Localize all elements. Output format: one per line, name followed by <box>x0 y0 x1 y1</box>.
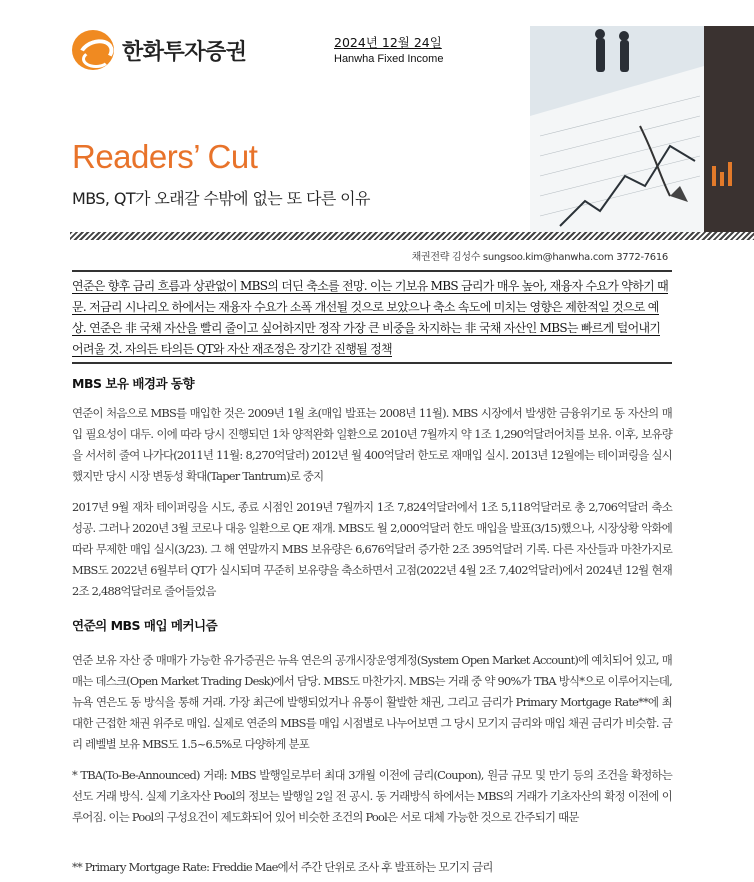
footnote: ** Primary Mortgage Rate: Freddie Mae에서 주간 단위로 조사 후 발표하는 모기지 금리 <box>72 860 493 874</box>
company-logo <box>72 30 247 70</box>
publication-name: Hanwha Fixed Income <box>334 53 444 65</box>
paragraph: 2017년 9월 재차 테이퍼링을 시도, 종료 시점인 2019년 7월까지 1조 7,824억달러에서 1조 5,118억달러로 총 2,706억달러 축소 성공. 그러나 2020년 3월 코로나 대응 일환으로 QE 재개. MBS도 월 2,000억달러 한도 매입을 발표(3/15)했으나, 시장상황 악화에 따라 무제한 매입 실시(3/23). 그 해 연말까지 MBS 보유량은 6,676억달러 증가한 2조 395억달러 기록. 다른 자산들과 마찬가지로 MBS도 2022년 6월부터 QT가 실시되며 꾸준히 보유량을 축소하면서 고점(2022년 4월 2조 7,402억달러)에서 2024년 12월 현재 2조 2,488억달러로 줄어들었음 <box>72 500 672 598</box>
summary-text: 연준은 향후 금리 흐름과 상관없이 MBS의 더딘 축소를 전망. 이는 기보유 MBS 금리가 매우 높아, 재융자 수요가 약하기 때문. 저금리 시나리오 하에서는 재융자 수요가 소폭 개선될 것으로 보았으나 축소 속도에 미치는 영향은 제한적일 것으로 예상. 연준은 非 국채 자산을 빨리 줄이고 싶어하지만 정작 가장 큰 비중을 차지하는 非 국채 자산인 MBS는 빠르게 털어내기 어려울 것. 자의든 타의든 QT와 자산 재조정은 장기간 진행될 정책 <box>72 279 668 356</box>
report-date: 2024년 12월 24일 <box>334 35 442 50</box>
header-divider <box>70 232 754 240</box>
company-name: 한화투자증권 <box>122 39 247 65</box>
cover-photo <box>530 26 754 238</box>
report-subtitle: MBS, QT가 오래갈 수밖에 없는 또 다른 이유 <box>72 189 370 208</box>
business-chart-illustration-icon <box>530 26 754 238</box>
hanwha-logo-icon <box>72 30 114 70</box>
summary-box <box>72 270 672 364</box>
paragraph: 연준 보유 자산 중 매매가 가능한 유가증권은 뉴욕 연은의 공개시장운영계정(System Open Market Account)에 예치되어 있고, 매매는 데스크(Open Market Trading Desk)에서 담당. MBS도 마찬가지. MBS는 거래 중 약 90%가 TBA 방식*으로 이루어지는데, 뉴욕 연은도 동 방식을 통해 거래. 가장 최근에 발행되었거나 유통이 활발한 채권, 그리고 금리가 Primary Mortgage Rate**에 최대한 근접한 채권 위주로 매입. 실제로 연준의 MBS를 매입 시점별로 나누어보면 그 당시 모기지 금리와 매입 채권 금리가 비슷함. 금리 레벨별 보유 MBS도 1.5~6.5%로 다양하게 분포 <box>72 653 672 751</box>
section-heading: MBS 보유 배경과 동향 <box>72 376 195 391</box>
author-info: 채권전략 김성수 sungsoo.kim@hanwha.com 3772-7616 <box>411 252 668 263</box>
section-heading: 연준의 MBS 매입 메커니즘 <box>72 618 218 633</box>
footnote: * TBA(To-Be-Announced) 거래: MBS 발행일로부터 최대 3개월 이전에 금리(Coupon), 원금 규모 및 만기 등의 조건을 확정하는 선도 거래 방식. 실제 기초자산 Pool의 정보는 발행일 2일 전 공시. 동 거래방식 하에서는 MBS의 거래가 기초자산의 확정 이전에 이루어짐. 이는 Pool의 구성요건이 제도화되어 있어 비슷한 조건의 Pool은 서로 대체 가능한 것으로 간주되기 때문 <box>72 768 672 824</box>
report-title: Readers’ Cut <box>72 138 258 175</box>
paragraph: 연준이 처음으로 MBS를 매입한 것은 2009년 1월 초(매입 발표는 2008년 11월). MBS 시장에서 발생한 금융위기로 동 자산의 매입 필요성이 대두. 이에 따라 당시 진행되던 1차 양적완화 일환으로 2010년 7월까지 약 1조 1,290억달러어치를 보유. 이후, 보유량을 서서히 줄여 나가다(2011년 11월: 8,270억달러) 2012년 월 400억달러 한도로 재매입 실시. 2013년 12월에는 테이퍼링을 실시했지만 당시 시장 변동성 확대(Taper Tantrum)로 중지 <box>72 406 672 483</box>
